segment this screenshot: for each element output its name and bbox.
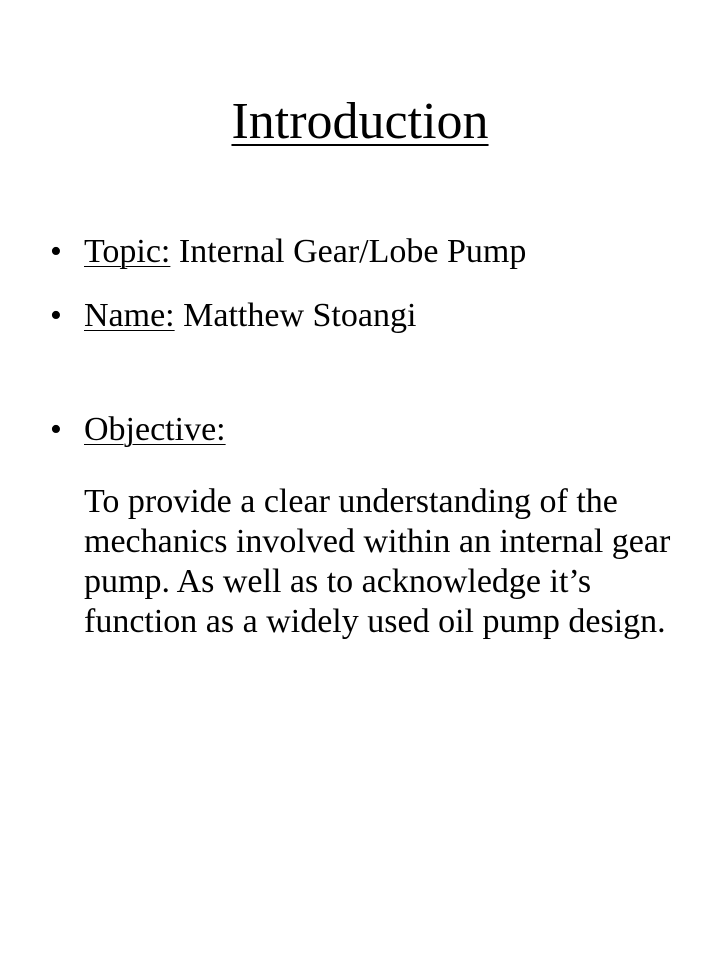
name-label: Name: xyxy=(84,297,175,334)
bullet-name xyxy=(46,296,686,336)
bullet-list xyxy=(46,232,686,474)
bullet-objective xyxy=(46,410,686,450)
bullet-topic xyxy=(46,232,686,272)
objective-label: Objective: xyxy=(84,411,226,448)
bullet-dot-icon: • xyxy=(50,297,62,334)
objective-paragraph: To provide a clear understanding of the mechanics involved within an internal gear pump. As well as to acknowledge it’s function as a widely used oil pump design. xyxy=(84,483,671,640)
name-value: Matthew Stoangi xyxy=(174,297,417,334)
topic-label: Topic: xyxy=(84,233,171,270)
slide-title: Introduction xyxy=(231,93,489,150)
topic-value: Internal Gear/Lobe Pump xyxy=(170,233,527,270)
bullet-dot-icon: • xyxy=(50,233,62,270)
bullet-dot-icon: • xyxy=(50,411,62,448)
